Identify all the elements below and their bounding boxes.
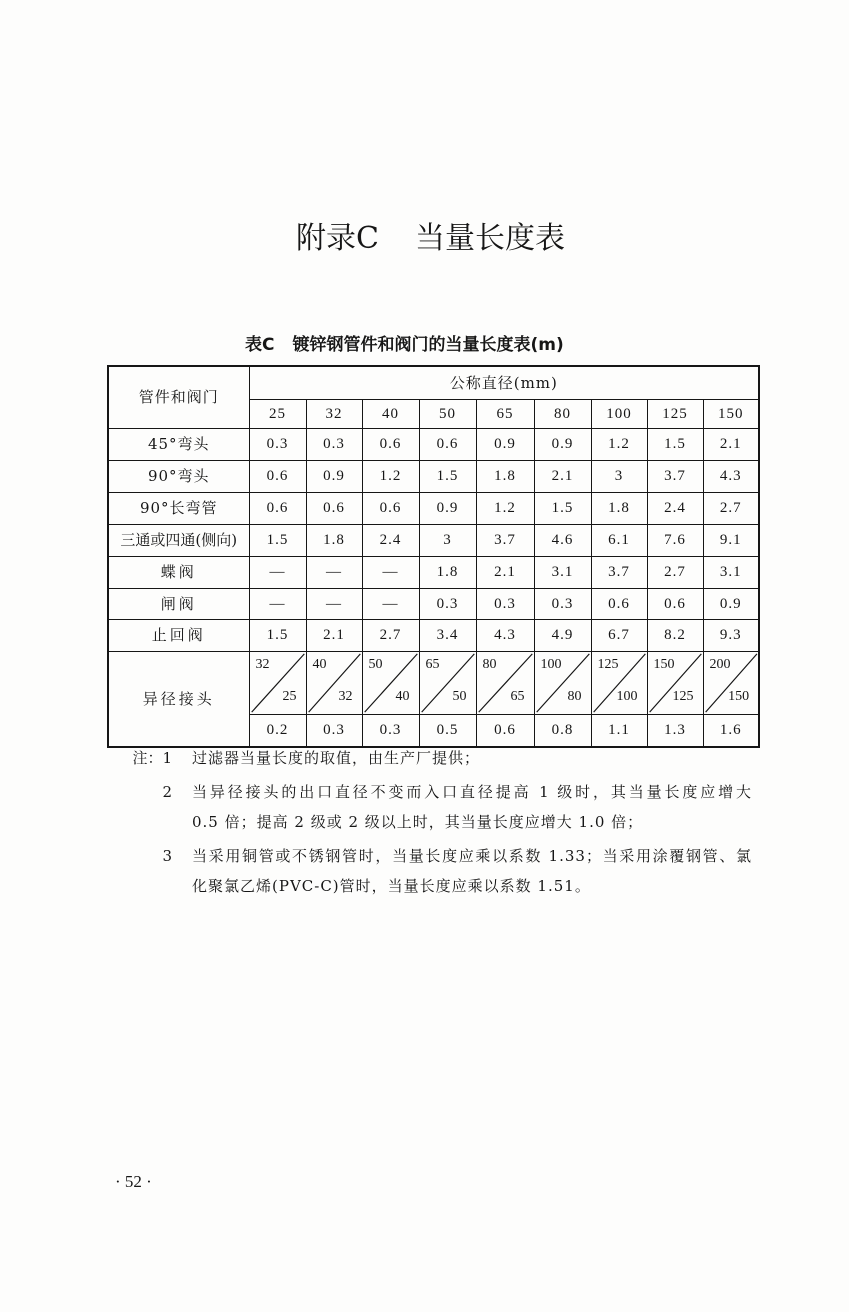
reducer-outlet-size: 80 — [567, 688, 582, 704]
equivalent-length-cell: 0.6 — [362, 492, 419, 524]
table-row — [108, 588, 759, 619]
reducer-inlet-size: 50 — [368, 656, 383, 672]
note-number: 2 — [162, 783, 172, 801]
equivalent-length-cell: 9.3 — [703, 619, 759, 651]
reducer-size-cell — [476, 651, 534, 714]
equivalent-length-cell: 2.1 — [306, 619, 362, 651]
table-notes — [132, 743, 754, 901]
note-item — [132, 841, 754, 901]
equivalent-length-cell: 3.1 — [534, 556, 591, 588]
note-line: 化聚氯乙烯(PVC-C)管时，当量长度应乘以系数 1.51。 — [192, 877, 591, 895]
equivalent-length-cell: 1.1 — [591, 714, 647, 747]
note-item — [132, 743, 754, 773]
equivalent-length-cell: 0.9 — [419, 492, 476, 524]
reducer-inlet-size: 125 — [597, 656, 619, 672]
reducer-inlet-size: 150 — [653, 656, 675, 672]
equivalent-length-cell: 0.6 — [591, 588, 647, 619]
equivalent-length-cell: 1.5 — [249, 524, 306, 556]
equivalent-length-cell: 0.6 — [647, 588, 703, 619]
diameter-header: 150 — [703, 399, 759, 428]
equivalent-length-cell: 2.7 — [647, 556, 703, 588]
appendix-label: 附录C — [296, 221, 379, 256]
equivalent-length-cell: 4.9 — [534, 619, 591, 651]
reducer-outlet-size: 125 — [672, 688, 694, 704]
equivalent-length-cell: 4.6 — [534, 524, 591, 556]
appendix-title: 当量长度表 — [414, 221, 565, 256]
equivalent-length-cell: 3.1 — [703, 556, 759, 588]
diameter-header: 125 — [647, 399, 703, 428]
note-line: 当异径接头的出口直径不变而入口直径提高 1 级时，其当量长度应增大 — [192, 783, 752, 801]
reducer-size-cell — [647, 651, 703, 714]
equivalent-length-cell: 3 — [591, 460, 647, 492]
diameter-header: 32 — [306, 399, 362, 428]
table-row — [108, 428, 759, 460]
equivalent-length-cell: — — [249, 556, 306, 588]
equivalent-length-cell: — — [306, 588, 362, 619]
equivalent-length-cell: 1.2 — [362, 460, 419, 492]
note-marker — [132, 841, 172, 901]
table-row — [108, 619, 759, 651]
reducer-size-cell — [362, 651, 419, 714]
equivalent-length-cell: 0.6 — [249, 460, 306, 492]
equivalent-length-cell: 0.6 — [476, 714, 534, 747]
table-caption — [245, 333, 564, 357]
equivalent-length-cell: 1.3 — [647, 714, 703, 747]
equivalent-length-cell: 8.2 — [647, 619, 703, 651]
fitting-name: 止回阀 — [108, 619, 249, 651]
equivalent-length-cell: 0.5 — [419, 714, 476, 747]
note-text — [192, 841, 752, 901]
equivalent-length-table — [107, 365, 760, 748]
reducer-size-row — [108, 651, 759, 714]
note-text — [192, 743, 752, 773]
note-line: 过滤器当量长度的取值，由生产厂提供； — [192, 749, 481, 767]
equivalent-length-cell: 6.1 — [591, 524, 647, 556]
equivalent-length-cell: 1.8 — [591, 492, 647, 524]
equivalent-length-cell: 0.3 — [306, 428, 362, 460]
table-row — [108, 524, 759, 556]
reducer-size-cell — [534, 651, 591, 714]
diameter-header: 100 — [591, 399, 647, 428]
equivalent-length-cell: 6.7 — [591, 619, 647, 651]
fitting-name: 90°长弯管 — [108, 492, 249, 524]
note-item — [132, 777, 754, 837]
equivalent-length-cell: 2.7 — [703, 492, 759, 524]
equivalent-length-cell: 0.3 — [476, 588, 534, 619]
equivalent-length-cell: 1.5 — [647, 428, 703, 460]
equivalent-length-cell: — — [249, 588, 306, 619]
table-row — [108, 460, 759, 492]
reducer-outlet-size: 32 — [338, 688, 353, 704]
equivalent-length-cell: 1.2 — [476, 492, 534, 524]
diameter-header: 40 — [362, 399, 419, 428]
equivalent-length-cell: 0.3 — [534, 588, 591, 619]
fitting-name: 三通或四通(侧向) — [108, 524, 249, 556]
equivalent-length-cell: — — [362, 588, 419, 619]
equivalent-length-cell: 1.5 — [419, 460, 476, 492]
equivalent-length-cell: 3.7 — [647, 460, 703, 492]
note-number: 1 — [162, 749, 172, 767]
equivalent-length-cell: 0.2 — [249, 714, 306, 747]
reducer-inlet-size: 65 — [425, 656, 440, 672]
equivalent-length-cell: 4.3 — [703, 460, 759, 492]
reducer-outlet-size: 100 — [616, 688, 638, 704]
equivalent-length-cell: 7.6 — [647, 524, 703, 556]
reducer-name: 异径接头 — [108, 651, 249, 747]
reducer-inlet-size: 40 — [312, 656, 327, 672]
equivalent-length-cell: 0.6 — [362, 428, 419, 460]
equivalent-length-cell: 0.9 — [476, 428, 534, 460]
reducer-size-cell — [249, 651, 306, 714]
note-text — [192, 777, 752, 837]
fitting-name: 90°弯头 — [108, 460, 249, 492]
fitting-name: 蝶阀 — [108, 556, 249, 588]
fitting-name: 45°弯头 — [108, 428, 249, 460]
column-group-header: 公称直径(mm) — [249, 366, 759, 399]
equivalent-length-cell: 2.4 — [362, 524, 419, 556]
reducer-inlet-size: 80 — [482, 656, 497, 672]
diameter-header: 65 — [476, 399, 534, 428]
reducer-outlet-size: 50 — [452, 688, 467, 704]
equivalent-length-cell: 1.8 — [419, 556, 476, 588]
equivalent-length-cell: 0.6 — [419, 428, 476, 460]
equivalent-length-cell: 0.9 — [306, 460, 362, 492]
equivalent-length-cell: 3.7 — [476, 524, 534, 556]
header-row — [108, 366, 759, 399]
equivalent-length-cell: 1.8 — [476, 460, 534, 492]
equivalent-length-cell: 0.3 — [306, 714, 362, 747]
reducer-inlet-size: 100 — [540, 656, 562, 672]
equivalent-length-cell: 2.1 — [476, 556, 534, 588]
row-header: 管件和阀门 — [108, 366, 249, 428]
equivalent-length-cell: 3 — [419, 524, 476, 556]
page-number: · 52 · — [115, 1172, 152, 1191]
equivalent-length-cell: 0.6 — [249, 492, 306, 524]
equivalent-length-cell: — — [306, 556, 362, 588]
equivalent-length-cell: 2.1 — [703, 428, 759, 460]
reducer-size-cell — [591, 651, 647, 714]
reducer-size-cell — [306, 651, 362, 714]
note-prefix: 注： — [132, 749, 163, 767]
page-title — [296, 219, 565, 259]
equivalent-length-cell: 2.1 — [534, 460, 591, 492]
equivalent-length-cell: 0.3 — [362, 714, 419, 747]
note-marker — [132, 777, 172, 837]
equivalent-length-cell: 3.4 — [419, 619, 476, 651]
reducer-outlet-size: 65 — [510, 688, 525, 704]
equivalent-length-cell: 0.3 — [249, 428, 306, 460]
equivalent-length-cell: — — [362, 556, 419, 588]
diameter-header: 80 — [534, 399, 591, 428]
note-line: 0.5 倍；提高 2 级或 2 级以上时，其当量长度应增大 1.0 倍； — [192, 813, 644, 831]
equivalent-length-cell: 9.1 — [703, 524, 759, 556]
reducer-outlet-size: 150 — [728, 688, 750, 704]
table-row — [108, 556, 759, 588]
equivalent-length-cell: 0.6 — [306, 492, 362, 524]
equivalent-length-cell: 1.6 — [703, 714, 759, 747]
reducer-size-cell — [703, 651, 759, 714]
table-caption-label: 表C — [245, 335, 275, 355]
equivalent-length-cell: 1.5 — [249, 619, 306, 651]
table-caption-title: 镀锌钢管件和阀门的当量长度表(m) — [292, 335, 564, 355]
equivalent-length-cell: 2.4 — [647, 492, 703, 524]
equivalent-length-cell: 0.3 — [419, 588, 476, 619]
note-line: 当采用铜管或不锈钢管时，当量长度应乘以系数 1.33；当采用涂覆钢管、氯 — [192, 847, 752, 865]
equivalent-length-cell: 1.2 — [591, 428, 647, 460]
reducer-outlet-size: 40 — [395, 688, 410, 704]
reducer-outlet-size: 25 — [282, 688, 297, 704]
table-row — [108, 492, 759, 524]
fitting-name: 闸阀 — [108, 588, 249, 619]
note-marker — [132, 743, 172, 773]
equivalent-length-cell: 1.8 — [306, 524, 362, 556]
reducer-size-cell — [419, 651, 476, 714]
reducer-inlet-size: 200 — [709, 656, 731, 672]
equivalent-length-cell: 4.3 — [476, 619, 534, 651]
equivalent-length-cell: 0.9 — [534, 428, 591, 460]
reducer-inlet-size: 32 — [255, 656, 270, 672]
equivalent-length-cell: 0.8 — [534, 714, 591, 747]
equivalent-length-cell: 1.5 — [534, 492, 591, 524]
diameter-header: 25 — [249, 399, 306, 428]
note-number: 3 — [162, 847, 172, 865]
equivalent-length-cell: 2.7 — [362, 619, 419, 651]
diameter-header: 50 — [419, 399, 476, 428]
equivalent-length-cell: 3.7 — [591, 556, 647, 588]
equivalent-length-cell: 0.9 — [703, 588, 759, 619]
